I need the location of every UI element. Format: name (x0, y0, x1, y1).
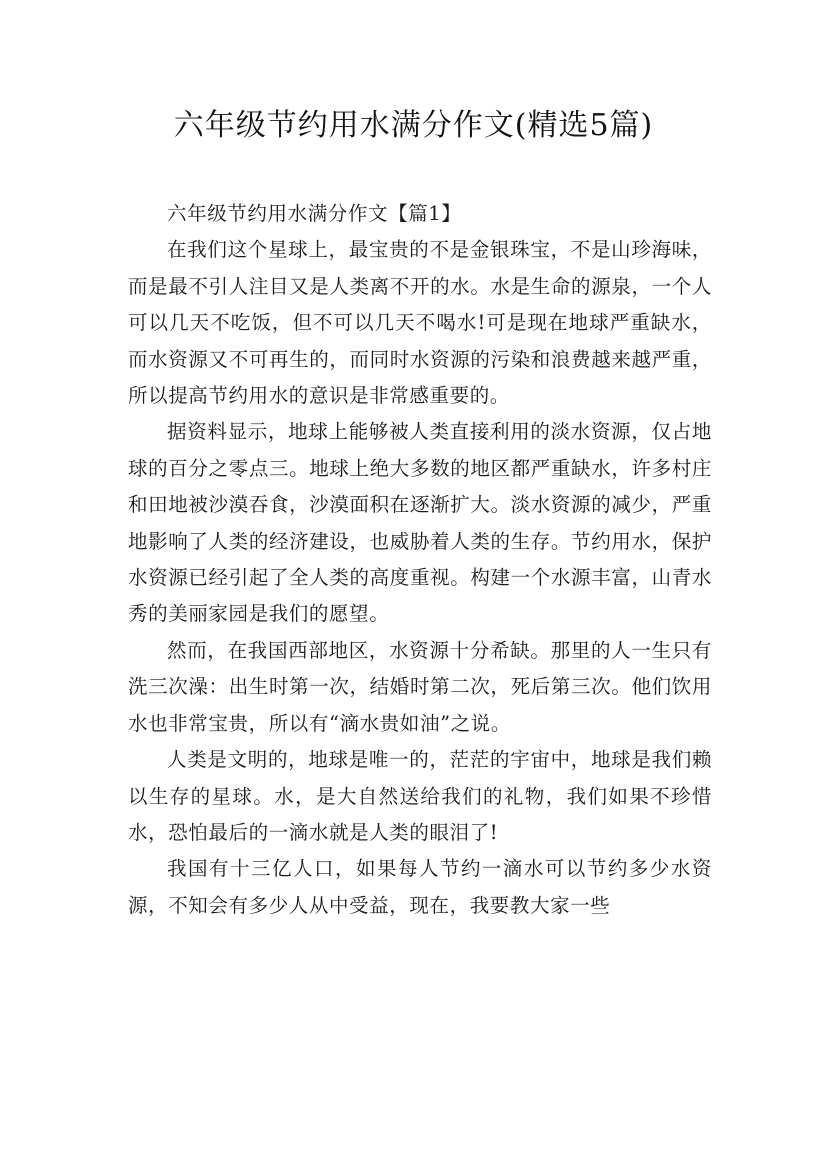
paragraph-3: 然而，在我国西部地区，水资源十分希缺。那里的人一生只有洗三次澡：出生时第一次，结婚时第二次，死后第三次。他们饮用水也非常宝贵，所以有“滴水贵如油”之说。 (128, 638, 712, 735)
document-body (128, 196, 712, 924)
section-heading: 六年级节约用水满分作文【篇1】 (167, 202, 462, 225)
paragraph-2: 据资料显示，地球上能够被人类直接利用的淡水资源，仅占地球的百分之零点三。地球上绝大多数的地区都严重缺水，许多村庄和田地被沙漠吞食，沙漠面积在逐渐扩大。淡水资源的减少，严重地影响了人类的经济建设，也威胁着人类的生存。节约用水，保护水资源已经引起了全人类的高度重视。构建一个水源丰富，山青水秀的美丽家园是我们的愿望。 (128, 420, 712, 626)
paragraph-1: 在我们这个星球上，最宝贵的不是金银珠宝，不是山珍海味，而是最不引人注目又是人类离不开的水。水是生命的源泉，一个人可以几天不吃饭，但不可以几天不喝水!可是现在地球严重缺水，而水资源又不可再生的，而同时水资源的污染和浪费越来越严重，所以提高节约用水的意识是非常感重要的。 (128, 238, 712, 408)
paragraph-5: 我国有十三亿人口，如果每人节约一滴水可以节约多少水资源，不知会有多少人从中受益，现在，我要教大家一些 (128, 857, 712, 917)
document-title: 六年级节约用水满分作文(精选5篇) (173, 108, 654, 143)
paragraph-4: 人类是文明的，地球是唯一的，茫茫的宇宙中，地球是我们赖以生存的星球。水，是大自然送给我们的礼物，我们如果不珍惜水，恐怕最后的一滴水就是人类的眼泪了! (128, 748, 712, 844)
